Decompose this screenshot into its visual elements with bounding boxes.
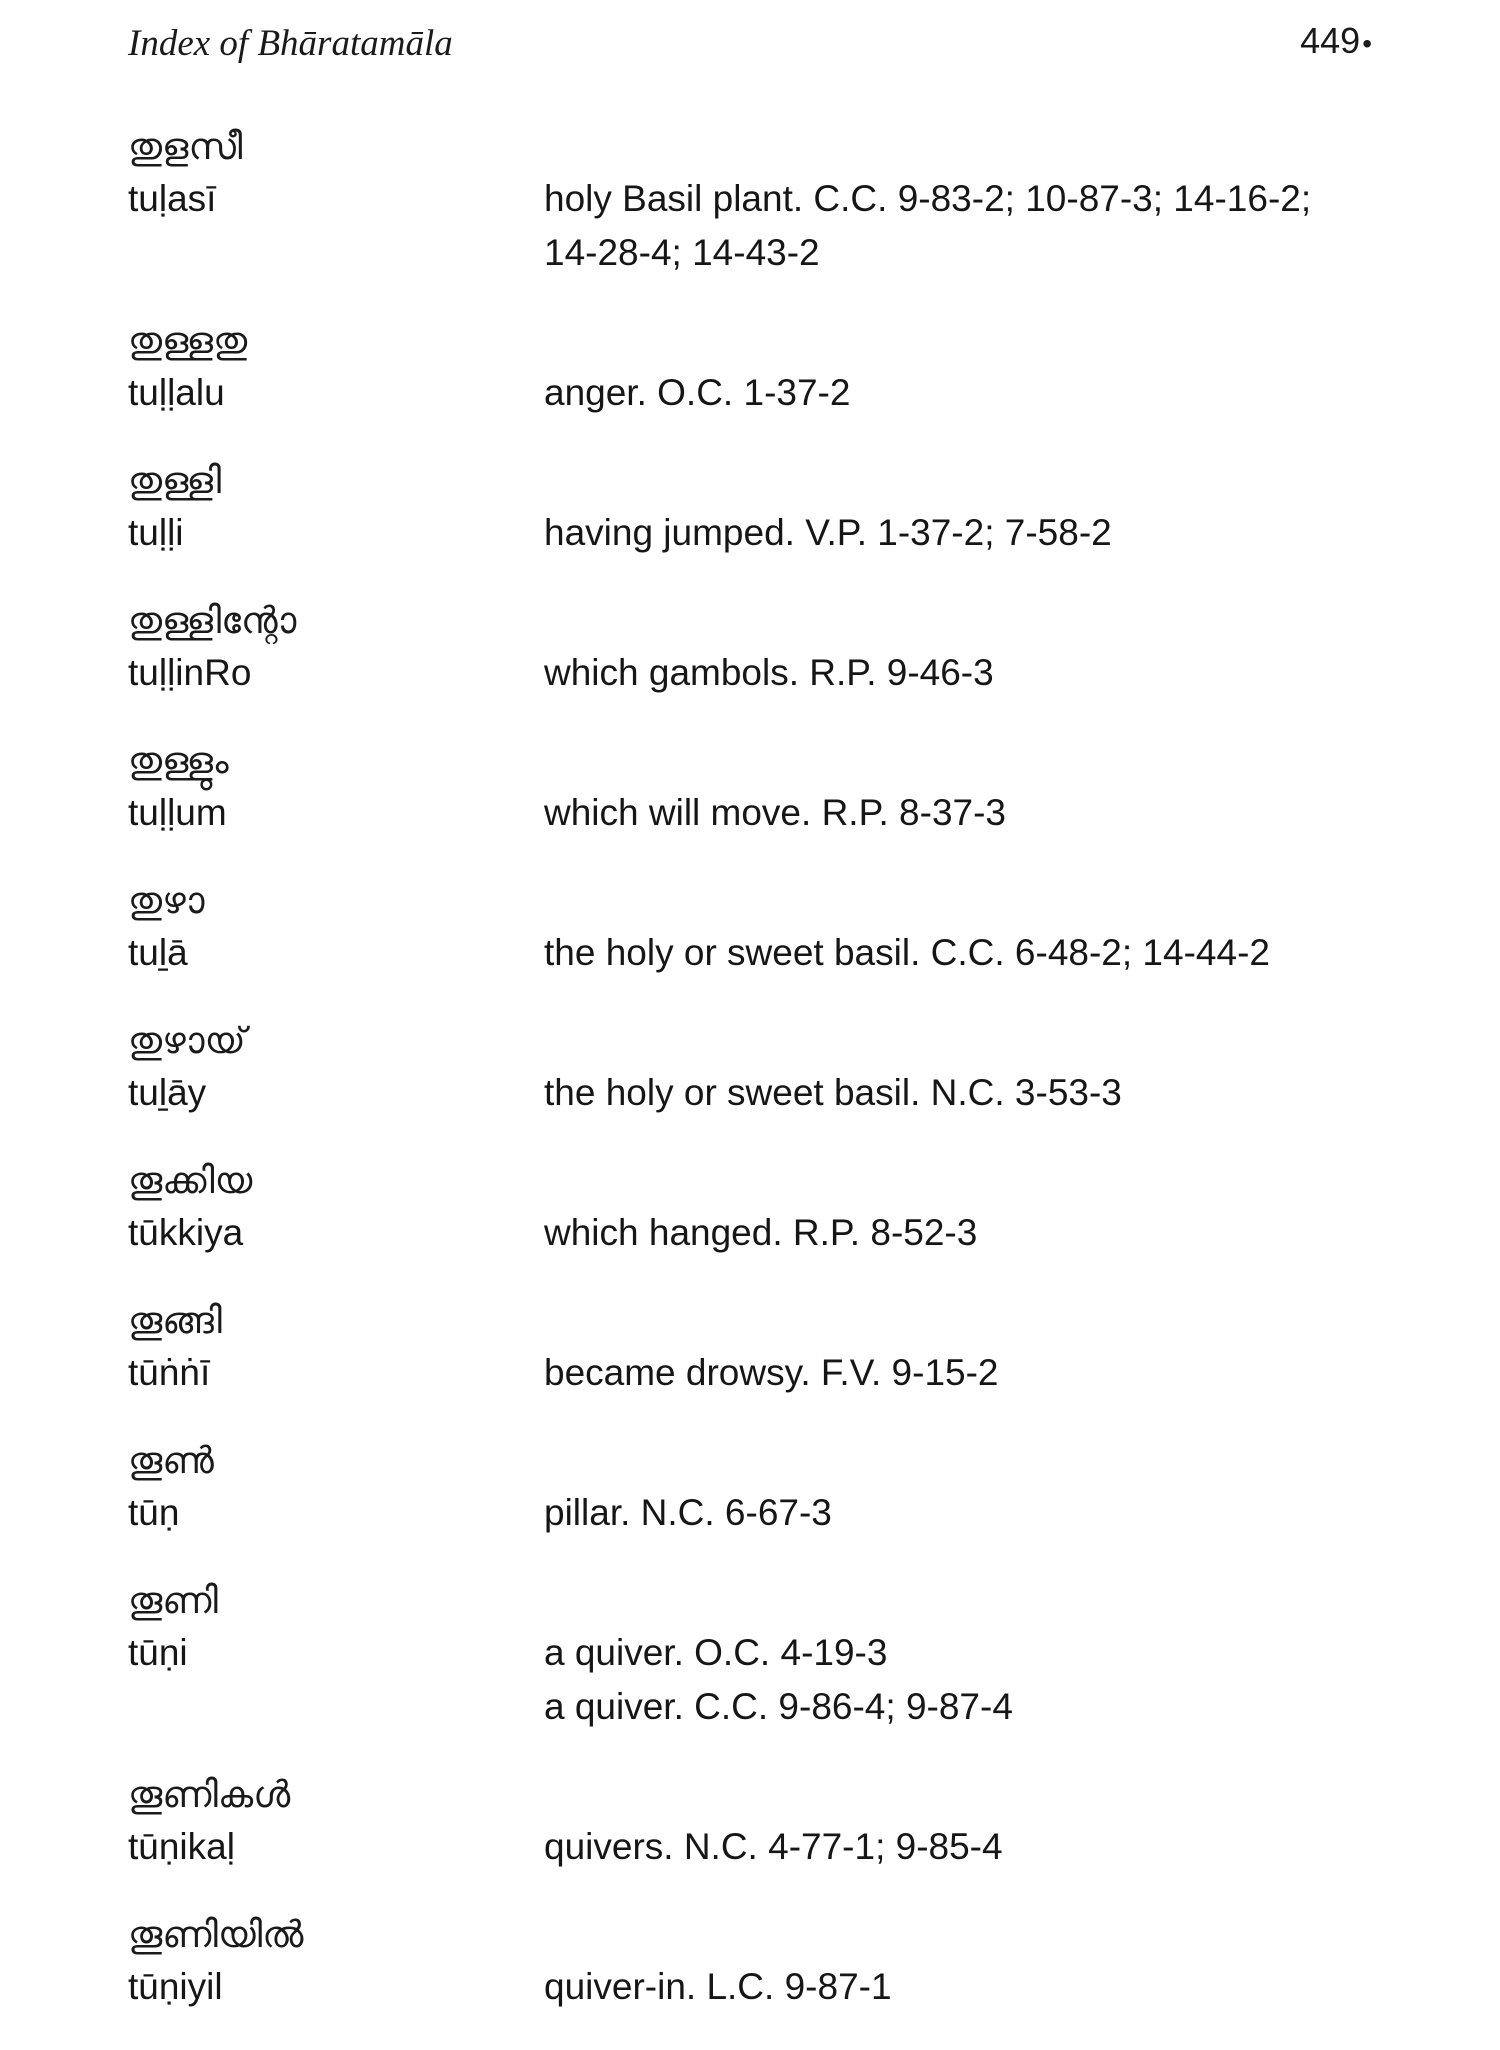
meanings (544, 172, 1358, 280)
index-entry (128, 1296, 1358, 1400)
malayalam-headword: തുള്ളിന്റോ (128, 599, 297, 642)
meaning-text: became drowsy. F.V. 9-15-2 (544, 1352, 999, 1393)
entry-row (128, 506, 1358, 560)
meanings (544, 506, 1358, 560)
index-entry (128, 456, 1358, 560)
entry-row (128, 1626, 1358, 1734)
index-entry (128, 1910, 1358, 2014)
transliteration: tuḷḷi (128, 512, 184, 553)
transliteration: tuḻā (128, 932, 188, 973)
transliteration: tūṇi (128, 1632, 188, 1673)
meaning-text: a quiver. O.C. 4-19-3 (544, 1632, 888, 1673)
malayalam-headword: തുളസീ (128, 125, 243, 168)
malayalam-headword: തൂൺ (128, 1439, 215, 1482)
entry-row (128, 1960, 1358, 2014)
entry-row (128, 1820, 1358, 1874)
entry-row (128, 646, 1358, 700)
meaning-text: quiver-in. L.C. 9-87-1 (544, 1966, 892, 2007)
index-entry (128, 876, 1358, 980)
transliteration: tūkkiya (128, 1212, 244, 1253)
index-entry (128, 596, 1358, 700)
transliteration: tūṇ (128, 1492, 180, 1533)
entry-row (128, 1346, 1358, 1400)
entry-row (128, 786, 1358, 840)
transliteration: tuḷḷalu (128, 372, 225, 413)
entry-row (128, 926, 1358, 980)
page-number (1300, 20, 1372, 62)
index-entry (128, 736, 1358, 840)
malayalam-headword: തൂണി (128, 1579, 218, 1622)
index-entry (128, 1436, 1358, 1540)
transliteration: tūṇikaḷ (128, 1826, 235, 1867)
entry-row (128, 1206, 1358, 1260)
meaning-text: the holy or sweet basil. N.C. 3-53-3 (544, 1072, 1122, 1113)
meaning-text: pillar. N.C. 6-67-3 (544, 1492, 832, 1533)
malayalam-headword: തുഴായ് (128, 1019, 246, 1062)
meanings (544, 1960, 1358, 2014)
malayalam-headword: തുഴാ (128, 879, 205, 922)
transliteration: tuḷḷinRo (128, 652, 252, 693)
entry-row (128, 1486, 1358, 1540)
index-entry (128, 1576, 1358, 1734)
meaning-text: which will move. R.P. 8-37-3 (544, 792, 1006, 833)
meanings (544, 926, 1358, 980)
transliteration: tuḷḷum (128, 792, 227, 833)
meanings (544, 1820, 1358, 1874)
index-entry (128, 1016, 1358, 1120)
malayalam-headword: തുള്ളതു (128, 319, 248, 362)
malayalam-headword: തൂങ്ങി (128, 1299, 222, 1342)
entry-row (128, 1066, 1358, 1120)
transliteration: tuḻāy (128, 1072, 207, 1113)
meanings (544, 1066, 1358, 1120)
meanings (544, 1486, 1358, 1540)
running-title: Index of Bhāratamāla (128, 23, 453, 64)
malayalam-headword: തൂക്കിയ (128, 1159, 253, 1202)
index-entry (128, 1770, 1358, 1874)
entry-row (128, 172, 1358, 280)
entry-row (128, 366, 1358, 420)
index-entry (128, 316, 1358, 420)
malayalam-headword: തൂണിയിൽ (128, 1913, 304, 1956)
meanings (544, 1206, 1358, 1260)
meanings (544, 786, 1358, 840)
index-entries (128, 122, 1358, 2050)
malayalam-headword: തുള്ളി (128, 459, 222, 502)
meaning-text: quivers. N.C. 4-77-1; 9-85-4 (544, 1826, 1003, 1867)
page-header (128, 18, 1372, 78)
malayalam-headword: തൂണികൾ (128, 1773, 291, 1816)
meanings (544, 646, 1358, 700)
transliteration: tūṅṅī (128, 1352, 211, 1393)
meaning-text: which hanged. R.P. 8-52-3 (544, 1212, 978, 1253)
meanings (544, 1626, 1358, 1734)
malayalam-headword: തുള്ളും (128, 739, 229, 782)
meaning-text: which gambols. R.P. 9-46-3 (544, 652, 994, 693)
transliteration: tūṇiyil (128, 1966, 223, 2007)
meaning-text: anger. O.C. 1-37-2 (544, 372, 851, 413)
index-entry (128, 1156, 1358, 1260)
meanings (544, 1346, 1358, 1400)
index-entry (128, 122, 1358, 280)
transliteration: tuḷasī (128, 178, 217, 219)
meanings (544, 366, 1358, 420)
meaning-text: holy Basil plant. C.C. 9-83-2; 10-87-3; 14-16-2; 14-28-4; 14-43-2 (544, 178, 1312, 273)
ink-mark: • (1362, 28, 1372, 59)
meaning-text: having jumped. V.P. 1-37-2; 7-58-2 (544, 512, 1112, 553)
page-number-value: 449 (1300, 20, 1361, 61)
meaning-text: a quiver. C.C. 9-86-4; 9-87-4 (544, 1686, 1013, 1727)
meaning-text: the holy or sweet basil. C.C. 6-48-2; 14-44-2 (544, 932, 1270, 973)
